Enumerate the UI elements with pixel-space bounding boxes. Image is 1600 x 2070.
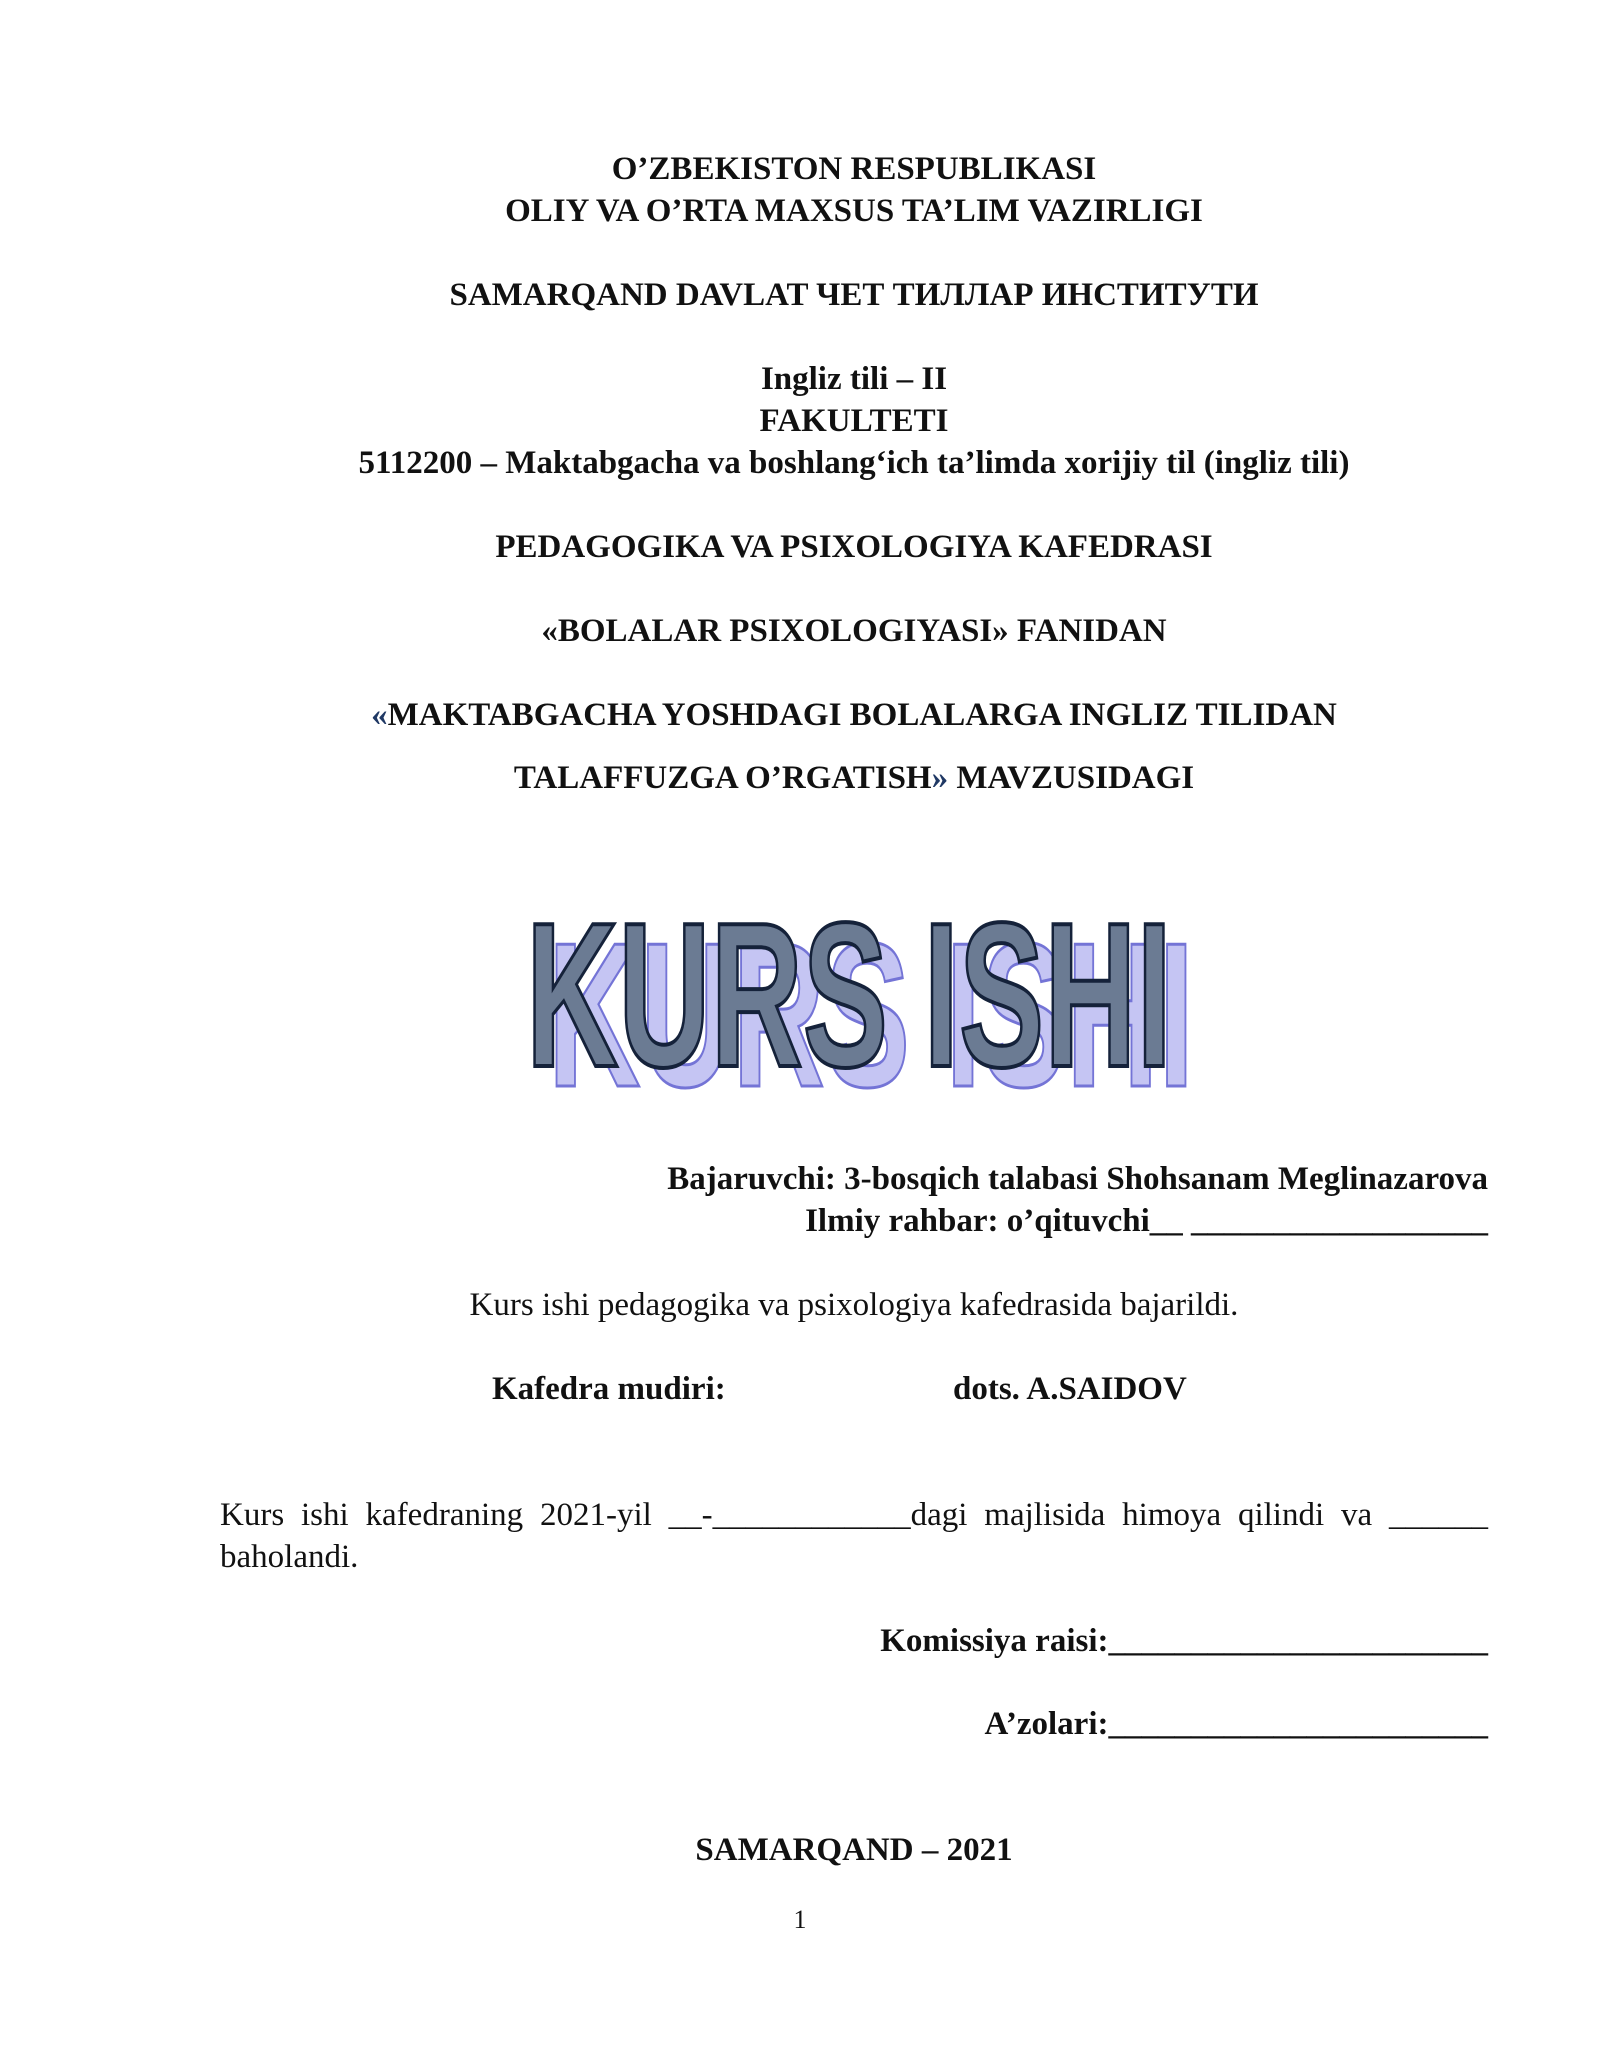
commission-members: A’zolari:_______________________ bbox=[984, 1706, 1488, 1742]
topic-open-quote: « bbox=[371, 697, 388, 733]
faculty-name: Ingliz tili – II bbox=[760, 361, 948, 397]
completion-note: Kurs ishi pedagogika va psixologiya kafedrasida bajarildi. bbox=[469, 1287, 1239, 1323]
specialty-line: 5112200 – Maktabgacha va boshlang‘ich ta’limda xorijiy til (ingliz tili) bbox=[358, 445, 1350, 481]
commission-chair: Komissiya raisi:_______________________ bbox=[880, 1623, 1488, 1659]
page-number: 1 bbox=[793, 1905, 807, 1934]
institute-heading: SAMARQAND DAVLAT ЧЕТ ТИЛЛАР ИНСТИТУТИ bbox=[449, 277, 1259, 313]
department-heading: PEDAGOGIKA VA PSIXOLOGIYA KAFEDRASI bbox=[495, 529, 1213, 565]
topic-line-2 bbox=[220, 757, 1488, 799]
head-name: dots. A.SAIDOV bbox=[953, 1371, 1187, 1407]
wordart-main: KURS ISHI bbox=[526, 890, 1172, 1110]
topic-line-1-text: MAKTABGACHA YOSHDAGI BOLALARGA INGLIZ TILIDAN bbox=[387, 697, 1337, 733]
defense-note: Kurs ishi kafedraning 2021-yil __-____________dagi majlisida himoya qilindi va ______ baholandi. bbox=[220, 1497, 1488, 1575]
kurs-ishi-wordart bbox=[520, 890, 1220, 1110]
republic-heading: O’ZBEKISTON RESPUBLIKASI bbox=[611, 151, 1097, 187]
topic-line-2-suffix: MAVZUSIDAGI bbox=[948, 760, 1195, 796]
subject-line: «BOLALAR PSIXOLOGIYASI» FANIDAN bbox=[541, 613, 1167, 649]
faculty-word: FAKULTETI bbox=[759, 403, 949, 439]
city-year: SAMARQAND – 2021 bbox=[695, 1832, 1013, 1868]
wordart-shadow: KURS ISHI bbox=[548, 900, 1194, 1110]
performer-line: Bajaruvchi: 3-bosqich talabasi Shohsanam Meglinazarova bbox=[667, 1161, 1488, 1197]
topic-close-quote: » bbox=[931, 760, 949, 796]
topic-line-1 bbox=[220, 694, 1488, 736]
topic-line-2-text: TALAFFUZGA O’RGATISH bbox=[513, 760, 932, 796]
head-label: Kafedra mudiri: bbox=[492, 1371, 726, 1407]
ministry-heading: OLIY VA O’RTA MAXSUS TA’LIM VAZIRLIGI bbox=[505, 193, 1203, 229]
supervisor-line: Ilmiy rahbar: o’qituvchi__ __________________ bbox=[805, 1203, 1488, 1239]
